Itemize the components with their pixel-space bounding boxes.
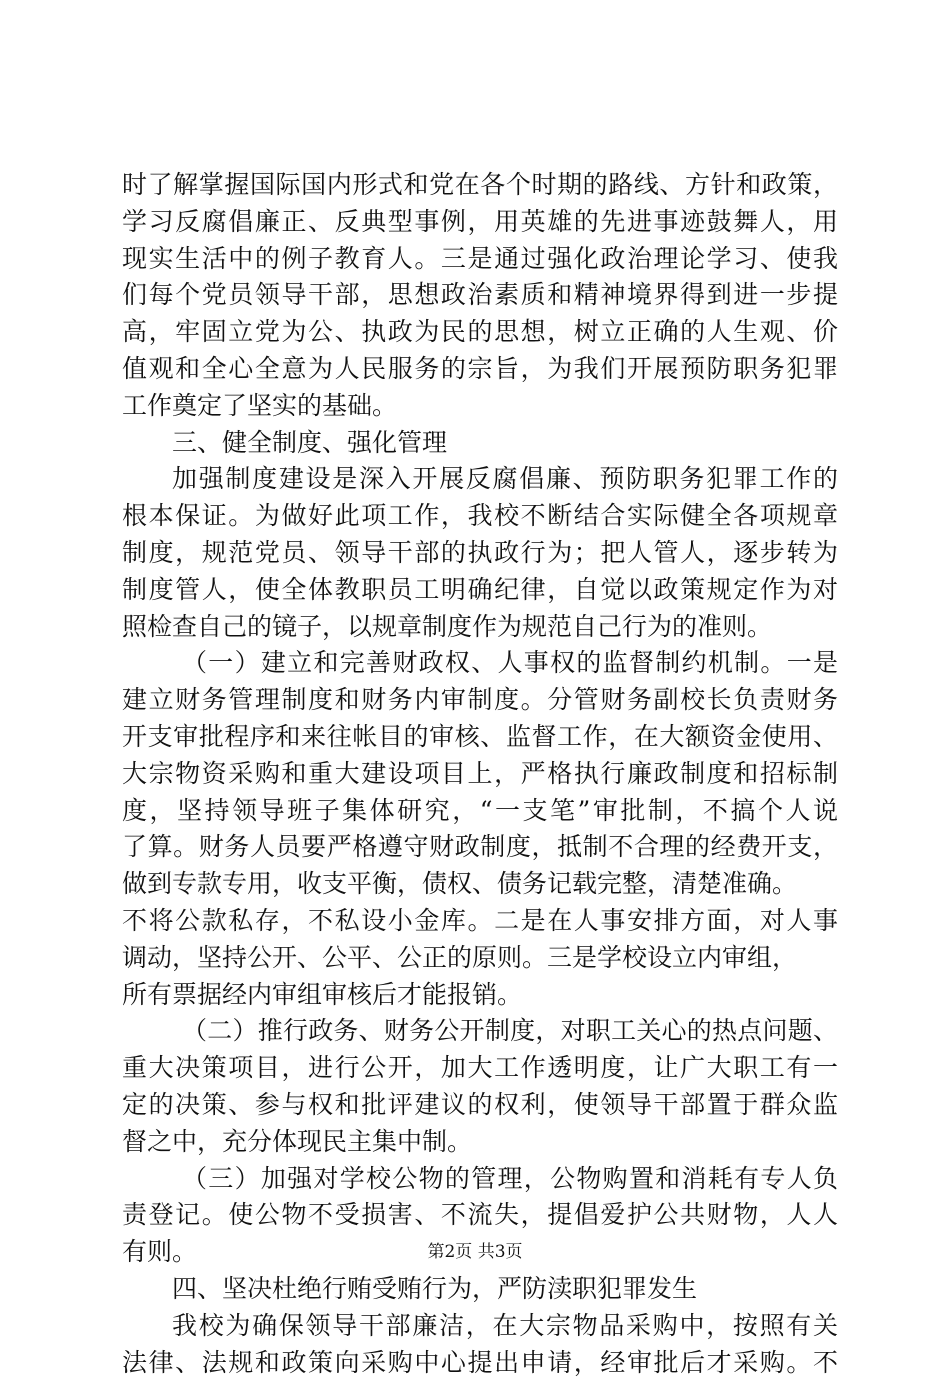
text-line: 高，牢固立党为公、执政为民的思想，树立正确的人生观、价 xyxy=(122,314,838,351)
text-line: 法律、法规和政策向采购中心提出申请，经审批后才采购。不 xyxy=(122,1345,838,1381)
text-line: 时了解掌握国际国内形式和党在各个时期的路线、方针和政策， xyxy=(122,167,838,204)
text-line: 根本保证。为做好此项工作，我校不断结合实际健全各项规章 xyxy=(122,498,838,535)
text-line: 有则。 xyxy=(122,1234,838,1271)
text-line: 调动，坚持公开、公平、公正的原则。三是学校设立内审组， xyxy=(122,940,838,977)
section-heading: 四、坚决杜绝行贿受贿行为，严防渎职犯罪发生 xyxy=(122,1271,838,1308)
text-line: （二）推行政务、财务公开制度，对职工关心的热点问题、 xyxy=(122,1013,838,1050)
text-line: 重大决策项目，进行公开，加大工作透明度，让广大职工有一 xyxy=(122,1050,838,1087)
page-number-footer: 第2页 共3页 xyxy=(0,1240,950,1264)
text-line: （一）建立和完善财政权、人事权的监督制约机制。一是 xyxy=(122,645,838,682)
text-line: 定的决策、参与权和批评建议的权利，使领导干部置于群众监 xyxy=(122,1087,838,1124)
text-line: 现实生活中的例子教育人。三是通过强化政治理论学习、使我 xyxy=(122,241,838,278)
text-line: 度，坚持领导班子集体研究，“一支笔”审批制，不搞个人说 xyxy=(122,793,838,830)
text-line: 制度，规范党员、领导干部的执政行为；把人管人，逐步转为 xyxy=(122,535,838,572)
text-line: 制度管人，使全体教职员工明确纪律，自觉以政策规定作为对 xyxy=(122,572,838,609)
text-line: 了算。财务人员要严格遵守财政制度，抵制不合理的经费开支， xyxy=(122,829,838,866)
text-line: 不将公款私存，不私设小金库。二是在人事安排方面，对人事 xyxy=(122,903,838,940)
text-line: 们每个党员领导干部，思想政治素质和精神境界得到进一步提 xyxy=(122,277,838,314)
text-line: 督之中，充分体现民主集中制。 xyxy=(122,1124,838,1161)
text-line: 责登记。使公物不受损害、不流失，提倡爱护公共财物，人人 xyxy=(122,1197,838,1234)
text-line: （三）加强对学校公物的管理，公物购置和消耗有专人负 xyxy=(122,1161,838,1198)
text-line: 大宗物资采购和重大建设项目上，严格执行廉政制度和招标制 xyxy=(122,756,838,793)
text-line: 我校为确保领导干部廉洁，在大宗物品采购中，按照有关 xyxy=(122,1308,838,1345)
text-line: 所有票据经内审组审核后才能报销。 xyxy=(122,977,838,1014)
text-line: 建立财务管理制度和财务内审制度。分管财务副校长负责财务 xyxy=(122,682,838,719)
text-line: 加强制度建设是深入开展反腐倡廉、预防职务犯罪工作的 xyxy=(122,461,838,498)
text-line: 开支审批程序和来往帐目的审核、监督工作，在大额资金使用、 xyxy=(122,719,838,756)
text-line: 学习反腐倡廉正、反典型事例，用英雄的先进事迹鼓舞人，用 xyxy=(122,204,838,241)
text-line: 照检查自己的镜子，以规章制度作为规范自己行为的准则。 xyxy=(122,609,838,646)
section-heading: 三、健全制度、强化管理 xyxy=(122,425,838,462)
text-line: 值观和全心全意为人民服务的宗旨，为我们开展预防职务犯罪 xyxy=(122,351,838,388)
document-body xyxy=(122,167,838,1381)
text-line: 工作奠定了坚实的基础。 xyxy=(122,388,838,425)
text-line: 做到专款专用，收支平衡，债权、债务记载完整，清楚准确。 xyxy=(122,866,838,903)
